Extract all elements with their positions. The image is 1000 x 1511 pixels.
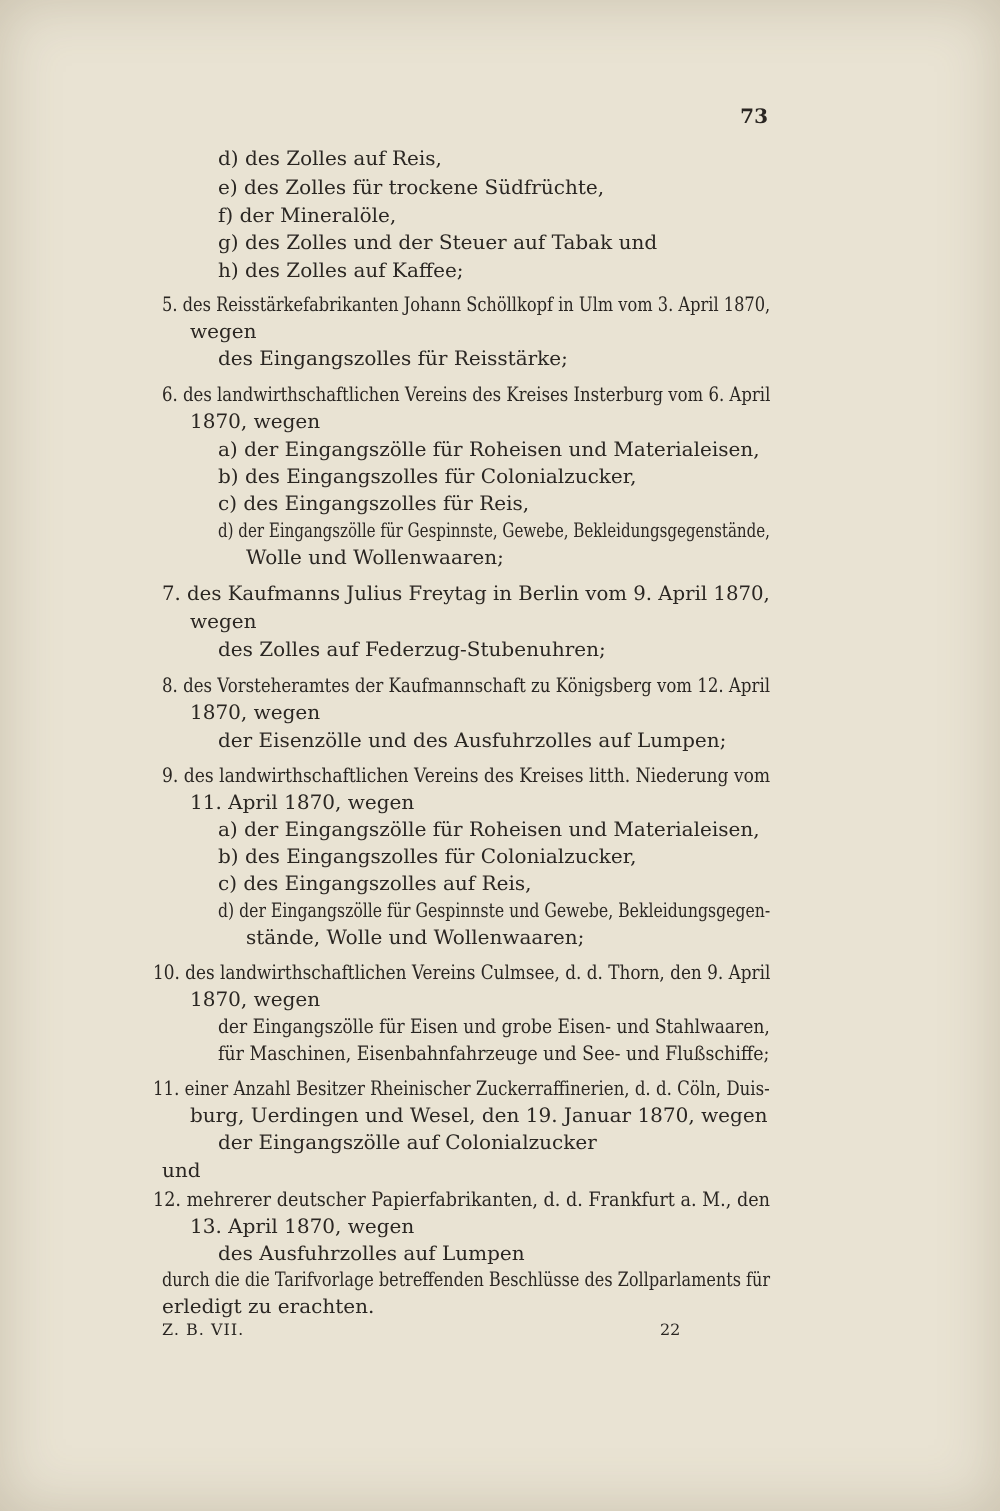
text-line: b) des Eingangszolles für Colonialzucker, [218,844,637,868]
text-line: 9. des landwirthschaftlichen Vereins des Kreises litth. Niederung vom [162,763,771,787]
text-line: a) der Eingangszölle für Roheisen und Materialeisen, [218,437,760,461]
text-line: 7. des Kaufmanns Julius Freytag in Berlin vom 9. April 1870, [162,581,770,605]
text-line: 13. April 1870, wegen [190,1214,415,1238]
text-line: 1870, wegen [190,409,321,433]
text-line: 12. mehrerer deutscher Papierfabrikanten, d. d. Frankfurt a. M., den [153,1187,770,1211]
text-line: d) des Zolles auf Reis, [218,146,442,170]
text-line: 5. des Reisstärkefabrikanten Johann Schöllkopf in Ulm vom 3. April 1870, [162,292,771,316]
text-line: der Eisenzölle und des Ausfuhrzolles auf Lumpen; [218,728,727,752]
text-line: f) der Mineralöle, [218,203,397,227]
text-line: und [162,1158,201,1182]
text-line: der Eingangszölle auf Colonialzucker [218,1130,597,1154]
text-line: burg, Uerdingen und Wesel, den 19. Januar 1870, wegen [190,1103,768,1127]
text-line: e) des Zolles für trockene Südfrüchte, [218,175,605,199]
text-line: des Ausfuhrzolles auf Lumpen [218,1241,525,1265]
text-line: a) der Eingangszölle für Roheisen und Materialeisen, [218,817,760,841]
text-line: b) des Eingangszolles für Colonialzucker, [218,464,637,488]
page-number: 73 [740,104,768,128]
text-line: 1870, wegen [190,700,321,724]
text-line: erledigt zu erachten. [162,1294,375,1318]
text-line: c) des Eingangszolles für Reis, [218,491,530,515]
text-line: 11. einer Anzahl Besitzer Rheinischer Zuckerraffinerien, d. d. Cöln, Duis- [153,1076,770,1100]
text-line: h) des Zolles auf Kaffee; [218,258,464,282]
text-line: g) des Zolles und der Steuer auf Tabak und [218,230,658,254]
text-line: 1870, wegen [190,987,321,1011]
text-line: wegen [190,319,257,343]
text-line: d) der Eingangszölle für Gespinnste und Gewebe, Bekleidungsgegen- [218,898,771,922]
text-line: durch die die Tarifvorlage betreffenden Beschlüsse des Zollparlaments für [162,1267,771,1291]
text-line: 8. des Vorsteheramtes der Kaufmannschaft zu Königsberg vom 12. April [162,673,771,697]
text-line: d) der Eingangszölle für Gespinnste, Gewebe, Bekleidungsgegenstände, [218,518,770,542]
footer-sheet-number: 22 [660,1320,681,1339]
text-line: 11. April 1870, wegen [190,790,415,814]
text-line: 10. des landwirthschaftlichen Vereins Culmsee, d. d. Thorn, den 9. April [153,960,771,984]
text-line: der Eingangszölle für Eisen und grobe Eisen- und Stahlwaaren, [218,1014,770,1038]
text-line: 6. des landwirthschaftlichen Vereins des Kreises Insterburg vom 6. April [162,382,771,406]
text-line: wegen [190,609,257,633]
text-line: für Maschinen, Eisenbahnfahrzeuge und See- und Flußschiffe; [218,1041,770,1065]
text-line: stände, Wolle und Wollenwaaren; [246,925,585,949]
text-line: Wolle und Wollenwaaren; [246,545,504,569]
text-line: c) des Eingangszolles auf Reis, [218,871,532,895]
text-line: des Eingangszolles für Reisstärke; [218,346,568,370]
text-line: des Zolles auf Federzug-Stubenuhren; [218,637,606,661]
footer-signature: Z. B. VII. [162,1320,245,1339]
